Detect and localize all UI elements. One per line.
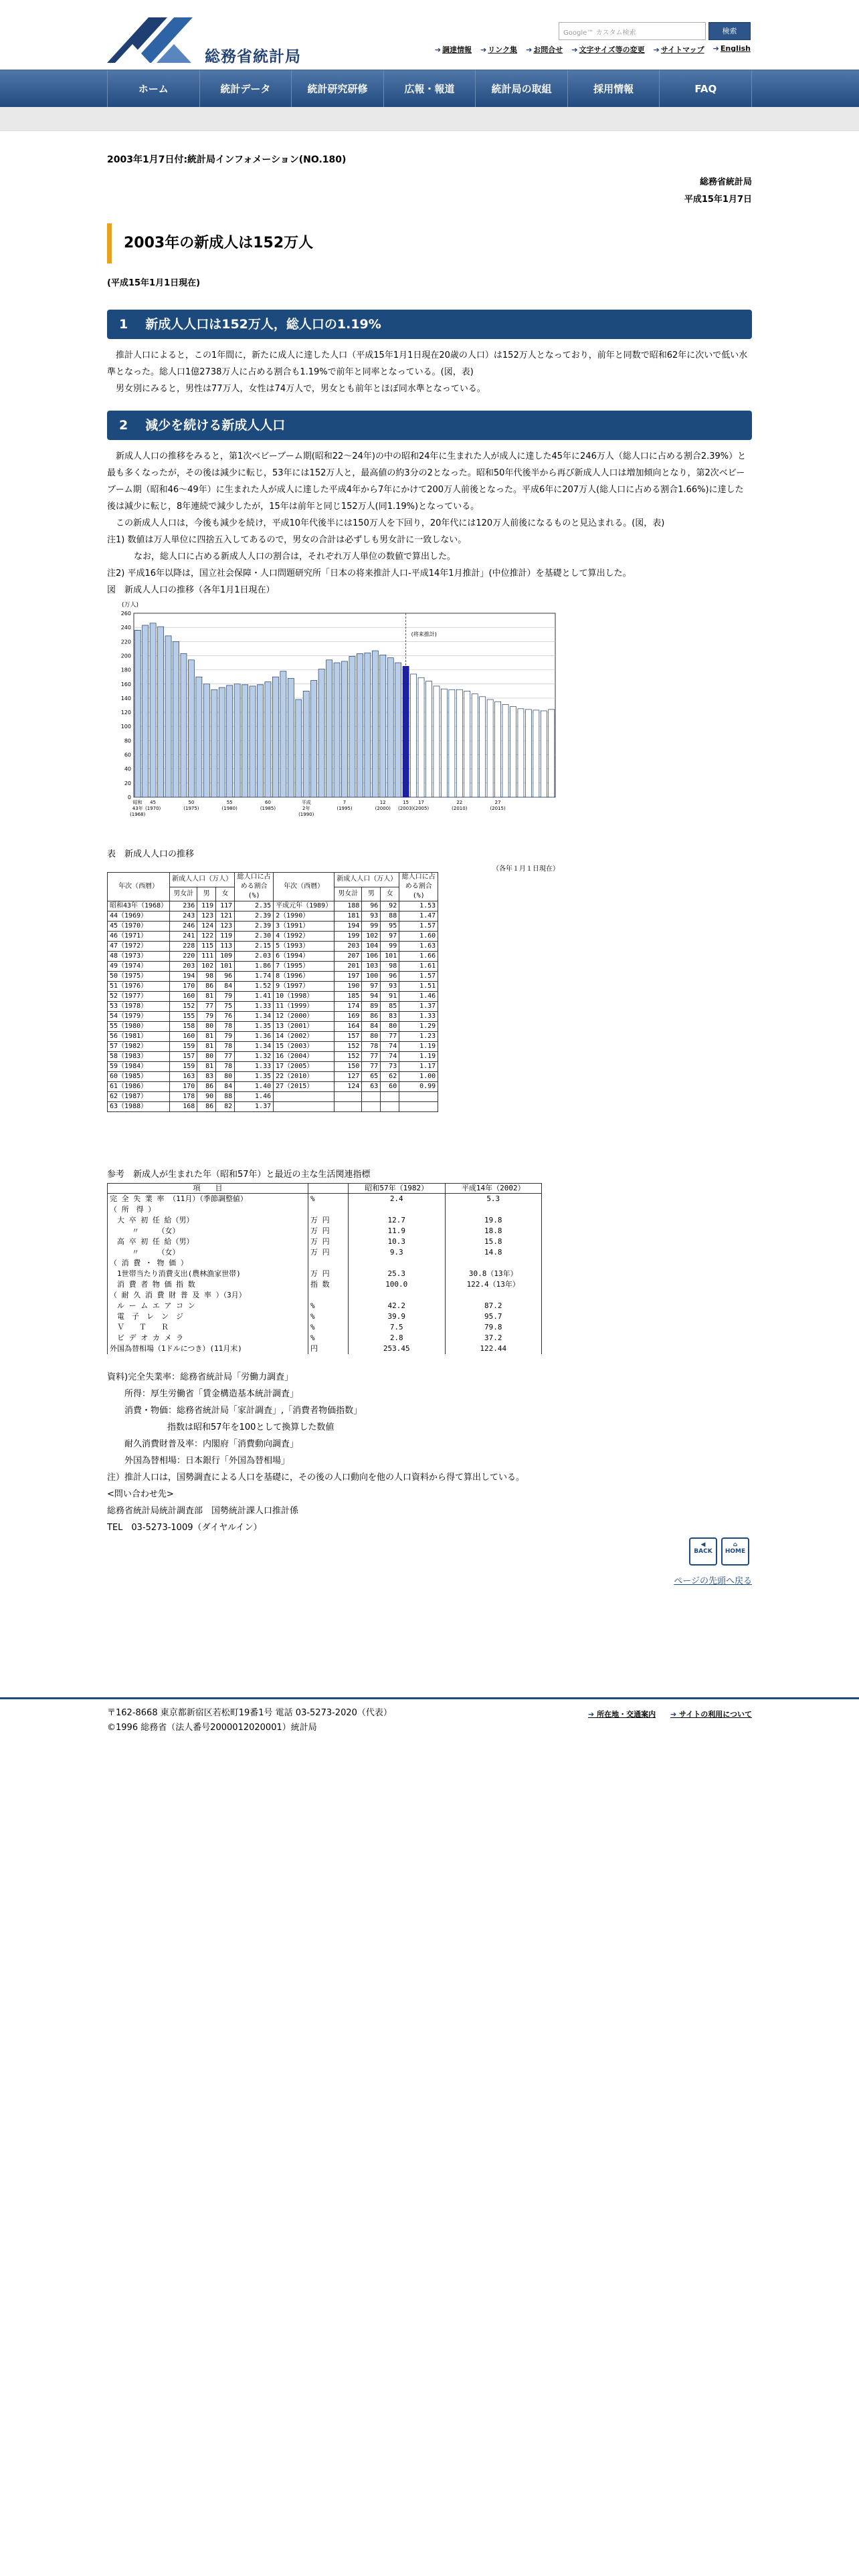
table-row: 51（1976） 170 86 84 1.52 9（1997） 190 97 93 1.51 bbox=[108, 982, 438, 992]
note-2: 注2) 平成16年以降は，国立社会保障・人口問題研究所「日本の将来推計人口-平成14年1月推計」(中位推計）を基礎として算出した。 bbox=[107, 568, 632, 578]
y-axis-label: (万人) bbox=[122, 602, 139, 609]
util-link-procurement[interactable]: ➔ 調達情報 bbox=[435, 44, 472, 55]
util-link-english[interactable]: ➔ English bbox=[713, 44, 751, 55]
table-row: ビ デ オ カ メ ラ % 2.8 37.2 bbox=[108, 1333, 542, 1344]
x-tick-label: (2015) bbox=[490, 806, 506, 811]
bar bbox=[242, 685, 248, 797]
footer-links bbox=[576, 1707, 752, 1722]
nav-recruitment[interactable]: 採用情報 bbox=[568, 70, 660, 107]
figure-caption: 図 新成人人口の推移（各年1月1日現在） bbox=[107, 585, 275, 595]
source-line: 耐久消費財普及率：内閣府「消費動向調査」 bbox=[124, 1439, 299, 1449]
bar bbox=[250, 686, 256, 797]
x-tick-label: (1985) bbox=[260, 806, 276, 811]
page-nav-icons bbox=[685, 1537, 752, 1568]
table-row: 44（1969） 243 123 121 2.39 2（1990） 181 93 88 1.47 bbox=[108, 911, 438, 922]
source-line: 消費・物価：総務省統計局「家計調査」,「消費者物価指数」 bbox=[124, 1406, 363, 1416]
info-heading: 2003年1月7日付:統計局インフォメーション(NO.180) bbox=[107, 154, 347, 165]
table-row: 50（1975） 194 98 96 1.74 8（1996） 197 100 96 1.57 bbox=[108, 972, 438, 982]
bar bbox=[525, 710, 531, 797]
section-1-heading: 1 新成人人口は152万人，総人口の1.19% bbox=[107, 310, 752, 339]
bar bbox=[227, 685, 233, 797]
table-row: 59（1984） 159 81 78 1.33 17（2005） 150 77 73 1.17 bbox=[108, 1062, 438, 1072]
x-tick-label: 昭和 bbox=[132, 800, 142, 805]
sub-band bbox=[0, 107, 859, 131]
bar bbox=[188, 660, 194, 797]
table-row: 45（1970） 246 124 123 2.39 3（1991） 194 99 95 1.57 bbox=[108, 922, 438, 932]
th-ratio: 総人口に占める割合(%) bbox=[399, 873, 438, 901]
page-nav bbox=[107, 1536, 752, 1588]
bar bbox=[395, 663, 401, 797]
bar bbox=[533, 710, 539, 797]
y-tick-label: 220 bbox=[120, 639, 131, 645]
site-footer bbox=[0, 1697, 859, 1735]
as-of-date: (平成15年1月1日現在) bbox=[107, 278, 201, 288]
bar bbox=[196, 677, 202, 797]
bar bbox=[203, 684, 209, 797]
table-row: 63（1988） 168 86 82 1.37 bbox=[108, 1102, 438, 1112]
x-tick-label: 27 bbox=[494, 800, 501, 805]
table-row: 56（1981） 160 81 79 1.36 14（2002） 157 80 77 1.23 bbox=[108, 1032, 438, 1042]
table-row: 外国為替相場（1ドルにつき）(11月末) 円 253.45 122.44 bbox=[108, 1344, 542, 1354]
table-row: 46（1971） 241 122 119 2.30 4（1992） 199 102 97 1.60 bbox=[108, 932, 438, 942]
section-2-paragraph-1: 新成人人口の推移をみると，第1次ベビーブーム期(昭和22～24年)の中の昭和24年に生まれた人が成人に達した45年に246万人（総人口に占める割合2.39%）と最も多くなったが，その後は減少に転じ，53年には152万人と，最高値の約3分の2となった。昭和50年代後半から再び新成人人口は増加傾向となり，第2次ベビーブーム期（昭和46～49年）に生まれた人が成人に達した平成4年から7年にかけて200万人前後となった。平成6年に207万人(総人口に占める割合1.66%)に達した後は減少に転じ，8年連続で減少したが，15年は前年と同じ152万人(同1.19%)となっている。 bbox=[107, 451, 747, 512]
table-row: 54（1979） 155 79 76 1.34 12（2000） 169 86 83 1.33 bbox=[108, 1012, 438, 1022]
table-row: 60（1985） 163 83 80 1.35 22（2010） 127 65 62 1.00 bbox=[108, 1072, 438, 1082]
bar bbox=[234, 684, 240, 797]
table-row: 〃 （女） 万 円 9.3 14.8 bbox=[108, 1247, 542, 1258]
bar bbox=[418, 677, 424, 797]
x-tick-label: 15 bbox=[403, 800, 409, 805]
x-tick-label: 60 bbox=[264, 800, 271, 805]
nav-faq[interactable]: FAQ bbox=[660, 70, 752, 107]
bar bbox=[449, 689, 455, 797]
contact-dept: 総務省統計局統計調査部 国勢統計課人口推計係 bbox=[107, 1506, 299, 1516]
back-button[interactable] bbox=[689, 1537, 717, 1566]
bar bbox=[372, 651, 378, 797]
th-1982: 昭和57年（1982） bbox=[349, 1184, 446, 1194]
back-arrow-icon: ◀ bbox=[700, 1541, 706, 1548]
x-tick-label: 12 bbox=[379, 800, 386, 805]
bar bbox=[472, 694, 478, 797]
newadult-population-chart bbox=[107, 599, 562, 839]
th-ratio: 総人口に占める割合(%) bbox=[235, 873, 274, 901]
issuer: 総務省統計局 bbox=[699, 177, 752, 187]
table-row: Ｖ Ｔ Ｒ % 7.5 79.8 bbox=[108, 1322, 542, 1333]
th-year: 年次（西暦） bbox=[274, 873, 335, 901]
section-2-paragraph-2: この新成人人口は，今後も減少を続け，平成10年代後半には150万人を下回り，20年代には120万人前後になるものと見込まれる。(図，表) bbox=[116, 518, 665, 528]
y-tick-label: 180 bbox=[120, 667, 131, 673]
y-tick-label: 140 bbox=[120, 695, 131, 702]
contact-tel: TEL 03-5273-1009（ダイヤルイン） bbox=[107, 1523, 262, 1533]
x-tick-label: (1968) bbox=[130, 812, 146, 817]
table-row: （ 消 費 ・ 物 価 ） bbox=[108, 1258, 542, 1269]
bar bbox=[265, 682, 271, 797]
bar bbox=[480, 697, 486, 797]
th-item: 項 目 bbox=[108, 1184, 308, 1194]
y-tick-label: 200 bbox=[120, 653, 131, 659]
bar bbox=[502, 704, 508, 797]
issue-date: 平成15年1月7日 bbox=[684, 195, 752, 205]
x-tick-label: 7 bbox=[343, 800, 347, 805]
back-label: BACK bbox=[694, 1548, 712, 1555]
bar bbox=[411, 674, 417, 797]
home-button[interactable] bbox=[721, 1537, 749, 1566]
section-1-paragraph-1: 推計人口によると，この1年間に，新たに成人に達した人口（平成15年1月1日現在20歳の人口）は152万人となっており，前年と同数で昭和62年に次いで低い水準となった。総人口1億2738万人に占める割合も1.19%で前年と同率となっている。(図，表) bbox=[107, 350, 748, 377]
footer-copyright: ©1996 総務省（法人番号2000012020001）統計局 bbox=[107, 1723, 317, 1733]
y-tick-label: 240 bbox=[120, 625, 131, 631]
table-row: ル ー ム エ ア コ ン % 42.2 87.2 bbox=[108, 1301, 542, 1311]
org-name: 総務省統計局 bbox=[205, 48, 301, 66]
y-tick-label: 20 bbox=[124, 780, 131, 786]
th-2002: 平成14年（2002） bbox=[445, 1184, 542, 1194]
x-tick-label: (1990) bbox=[298, 812, 314, 817]
source-note: 注）推計人口は，国勢調査による人口を基礎に，その後の人口動向を他の人口資料から得て算出している。 bbox=[107, 1473, 525, 1483]
reference-table bbox=[107, 1183, 542, 1354]
nav-initiatives[interactable]: 統計局の取組 bbox=[476, 70, 568, 107]
bar bbox=[456, 689, 462, 797]
x-tick-label: (1995) bbox=[337, 806, 353, 811]
bar bbox=[510, 707, 516, 797]
site-header bbox=[0, 0, 859, 70]
notes bbox=[107, 532, 752, 582]
bar bbox=[318, 669, 324, 797]
population-table-wrap bbox=[107, 863, 559, 1160]
source-line: 外国為替相場：日本銀行「外国為替相場」 bbox=[124, 1456, 290, 1466]
bar bbox=[142, 625, 149, 797]
table-row: 62（1987） 178 90 88 1.46 bbox=[108, 1092, 438, 1102]
x-tick-label: (1975) bbox=[183, 806, 199, 811]
bar bbox=[165, 636, 171, 797]
th-pop: 新成人人口（万人） bbox=[170, 873, 235, 887]
bar bbox=[158, 627, 164, 797]
bar bbox=[272, 677, 278, 797]
bar bbox=[434, 686, 440, 797]
x-tick-label: (1980) bbox=[221, 806, 237, 811]
population-table: 年次（西暦） 新成人人口（万人） 総人口に占める割合(%) 年次（西暦） 新成人人口（万人） 総人口に占める割合(%) 男女計 男 女 男女計 男 女 昭和43年（1968） 236 119 117 2.35 平成元年（1989） 188 96 92 1.53 44（1969） 243 123 121 2.39 2（1990） 181 93 88 1.47 45（1970） 246 124 123 2.39 3（1991） 194 99 95 1.57 46（1971） 241 122 119 2.30 4（1992） 199 102 97 1.60 47（1972） 228 115 113 2.15 5（1993） 203 104 99 1.63 48（1973） 220 111 109 2.03 6（1994） 207 106 101 1.66 49（1974） 203 102 101 1.86 7（1995） 201 103 98 1.61 50（1975） 194 98 96 1.74 8（1996） 197 100 96 1.57 51（1976） 170 86 84 1.52 9（1997） 190 97 93 1.51 52（1977） 160 81 79 1.41 10（1998） 185 94 91 1.46 53（1978） 152 77 75 1.33 11（1999） 174 89 85 1.37 54（1979） 155 79 76 1.34 12（2000） 169 86 83 1.33 55（1980） 158 80 78 1.35 13（2001） 164 84 80 1.29 56（1981） 160 81 79 1.36 14（2002） 157 80 77 1.23 57（1982） 159 81 78 1.34 15（2003） 152 78 74 1.19 58（1983） 157 80 77 1.32 16（2004） 152 77 74 1.19 59（1984） 159 81 78 1.33 17（2005） 150 77 73 1.17 60（1985） 163 83 80 1.35 22（2010） 127 65 62 1.00 61（1986） 170 86 84 1.40 27（2015） 124 63 60 0.99 62（1987） 178 90 88 1.46 63（1988） 168 86 82 1.37 bbox=[107, 872, 438, 1112]
bar bbox=[181, 653, 187, 797]
bar bbox=[387, 658, 393, 797]
nav-research-training[interactable]: 統計研究研修 bbox=[292, 70, 384, 107]
nav-statistics-data[interactable]: 統計データ bbox=[200, 70, 292, 107]
y-tick-label: 100 bbox=[120, 724, 131, 730]
table-row: 高 卒 初 任 給（男） 万 円 10.3 15.8 bbox=[108, 1237, 542, 1247]
bar bbox=[280, 671, 286, 797]
bar bbox=[311, 680, 317, 797]
page-top-link[interactable]: ページの先頭へ戻る bbox=[674, 1576, 752, 1586]
main-content bbox=[107, 131, 752, 1588]
x-tick-label: 55 bbox=[226, 800, 233, 805]
home-icon: ⌂ bbox=[733, 1541, 738, 1548]
bar bbox=[365, 653, 371, 797]
bar bbox=[296, 700, 302, 797]
global-nav bbox=[0, 70, 859, 107]
search-button[interactable]: 検索 bbox=[708, 22, 751, 40]
bar bbox=[495, 702, 501, 797]
sources bbox=[107, 1369, 752, 1536]
table-row: 58（1983） 157 80 77 1.32 16（2004） 152 77 74 1.19 bbox=[108, 1052, 438, 1062]
th-pop: 新成人人口（万人） bbox=[335, 873, 399, 887]
x-tick-label: 45 bbox=[150, 800, 157, 805]
bar bbox=[288, 678, 294, 797]
table-row: 48（1973） 220 111 109 2.03 6（1994） 207 106 101 1.66 bbox=[108, 952, 438, 962]
bar bbox=[487, 700, 493, 797]
x-tick-label: (2000) bbox=[375, 806, 391, 811]
bar bbox=[303, 691, 309, 797]
table-row: 47（1972） 228 115 113 2.15 5（1993） 203 104 99 1.63 bbox=[108, 942, 438, 952]
util-link-contact[interactable]: ➔ お問合せ bbox=[526, 44, 563, 55]
x-tick-label: 43年 bbox=[132, 806, 143, 811]
x-tick-label: 平成 bbox=[301, 800, 311, 805]
table-row: 1世帯当たり消費支出(農林漁家世帯) 万 円 25.3 30.8（13年） bbox=[108, 1269, 542, 1279]
contact-heading: <問い合わせ先> bbox=[107, 1489, 174, 1499]
bar bbox=[464, 691, 470, 797]
table-row: （ 耐 久 消 費 財 普 及 率 ）（3月） bbox=[108, 1290, 542, 1301]
bar bbox=[134, 630, 140, 797]
table-row: （ 所 得 ） bbox=[108, 1204, 542, 1215]
bar bbox=[380, 655, 386, 797]
bar bbox=[549, 710, 555, 797]
th-unit bbox=[308, 1184, 349, 1194]
table-row: 57（1982） 159 81 78 1.34 15（2003） 152 78 74 1.19 bbox=[108, 1042, 438, 1052]
y-tick-label: 260 bbox=[120, 611, 131, 617]
x-tick-label: (2010) bbox=[452, 806, 468, 811]
table-row: 昭和43年（1968） 236 119 117 2.35 平成元年（1989） 188 96 92 1.53 bbox=[108, 901, 438, 911]
table-row: 電 子 レ ン ジ % 39.9 95.7 bbox=[108, 1311, 542, 1322]
footer-link-terms[interactable]: ➔ サイトの利用について bbox=[670, 1710, 752, 1719]
y-tick-label: 60 bbox=[124, 752, 131, 758]
search-input[interactable]: Google™ カスタム検索 bbox=[559, 22, 706, 40]
table-row: 消 費 者 物 価 指 数 指 数 100.0 122.4（13年） bbox=[108, 1279, 542, 1290]
table-note: （各年１月１日現在） bbox=[492, 865, 559, 873]
bar bbox=[425, 681, 432, 797]
x-tick-label: 2年 bbox=[302, 806, 310, 811]
util-link-sitemap[interactable]: ➔ サイトマップ bbox=[654, 44, 704, 55]
bar bbox=[441, 689, 447, 797]
footer-link-access[interactable]: ➔ 所在地・交通案内 bbox=[588, 1710, 656, 1719]
y-tick-label: 160 bbox=[120, 681, 131, 687]
source-line: 資料)完全失業率：総務省統計局「労働力調査」 bbox=[107, 1372, 294, 1382]
table-row: 完 全 失 業 率 （11月）（季節調整値） % 2.4 5.3 bbox=[108, 1194, 542, 1205]
home-label: HOME bbox=[725, 1548, 746, 1555]
bar bbox=[518, 709, 524, 797]
bar bbox=[334, 663, 340, 797]
reference-caption: 参考 新成人が生まれた年（昭和57年）と最近の主な生活関連指標 bbox=[107, 1170, 371, 1180]
bar bbox=[341, 661, 347, 797]
y-tick-label: 0 bbox=[127, 794, 131, 800]
y-tick-label: 40 bbox=[124, 766, 131, 772]
table-row: 〃 （女） 万 円 11.9 18.8 bbox=[108, 1226, 542, 1237]
bar bbox=[357, 653, 363, 797]
table-caption: 表 新成人人口の推移 bbox=[107, 849, 195, 859]
table-row: 53（1978） 152 77 75 1.33 11（1999） 174 89 85 1.37 bbox=[108, 1002, 438, 1012]
note-1: 注1) 数値は万人単位に四捨五入してあるので，男女の合計は必ずしも男女計に一致しない。 bbox=[107, 535, 467, 545]
section-1-paragraph-2: 男女別にみると，男性は77万人，女性は74万人で，男女とも前年とほぼ同水準となっている。 bbox=[116, 384, 486, 394]
bar bbox=[211, 689, 217, 797]
x-tick-label: (2003) bbox=[397, 806, 414, 811]
th-year: 年次（西暦） bbox=[108, 873, 170, 901]
page-title: 2003年の新成人は152万人 bbox=[107, 223, 752, 263]
bar bbox=[219, 687, 225, 797]
bar bbox=[173, 641, 179, 797]
nav-home[interactable]: ホーム bbox=[107, 70, 200, 107]
table-row: 大 卒 初 任 給（男） 万 円 12.7 19.8 bbox=[108, 1215, 542, 1226]
footer-address: 〒162-8668 東京都新宿区若松町19番1号 電話 03-5273-2020（代表） bbox=[107, 1708, 392, 1718]
nav-pr-press[interactable]: 広報・報道 bbox=[384, 70, 476, 107]
bar bbox=[257, 685, 263, 797]
bar bbox=[349, 657, 355, 797]
table-row: 49（1974） 203 102 101 1.86 7（1995） 201 103 98 1.61 bbox=[108, 962, 438, 972]
source-line: 所得：厚生労働省「賃金構造基本統計調査」 bbox=[124, 1389, 299, 1399]
bar bbox=[541, 711, 547, 797]
x-tick-label: 50 bbox=[188, 800, 195, 805]
table-row: 61（1986） 170 86 84 1.40 27（2015） 124 63 60 0.99 bbox=[108, 1082, 438, 1092]
x-tick-label: (1970) bbox=[145, 806, 161, 811]
x-tick-label: 17 bbox=[418, 800, 425, 805]
utility-links bbox=[363, 44, 751, 55]
bar bbox=[326, 660, 332, 797]
util-link-links[interactable]: ➔ リンク集 bbox=[480, 44, 517, 55]
table-row: 55（1980） 158 80 78 1.35 13（2001） 164 84 80 1.29 bbox=[108, 1022, 438, 1032]
util-link-font-size[interactable]: ➔ 文字サイズ等の変更 bbox=[571, 44, 644, 55]
section-2-heading: 2 減少を続ける新成人人口 bbox=[107, 411, 752, 440]
projection-annotation: (将来推計) bbox=[411, 631, 437, 637]
site-logo[interactable] bbox=[107, 15, 308, 66]
source-line: 指数は昭和57年を100として換算した数値 bbox=[167, 1422, 335, 1432]
bar bbox=[150, 623, 156, 797]
y-tick-label: 120 bbox=[120, 710, 131, 716]
x-tick-label: (2005) bbox=[413, 806, 430, 811]
table-row: 52（1977） 160 81 79 1.41 10（1998） 185 94 91 1.46 bbox=[108, 992, 438, 1002]
note-1-cont: なお，総人口に占める新成人人口の割合は，それぞれ万人単位の数値で算出した。 bbox=[134, 552, 456, 562]
x-tick-label: 22 bbox=[456, 800, 463, 805]
y-tick-label: 80 bbox=[124, 738, 131, 744]
logo-mark-icon bbox=[107, 17, 201, 64]
